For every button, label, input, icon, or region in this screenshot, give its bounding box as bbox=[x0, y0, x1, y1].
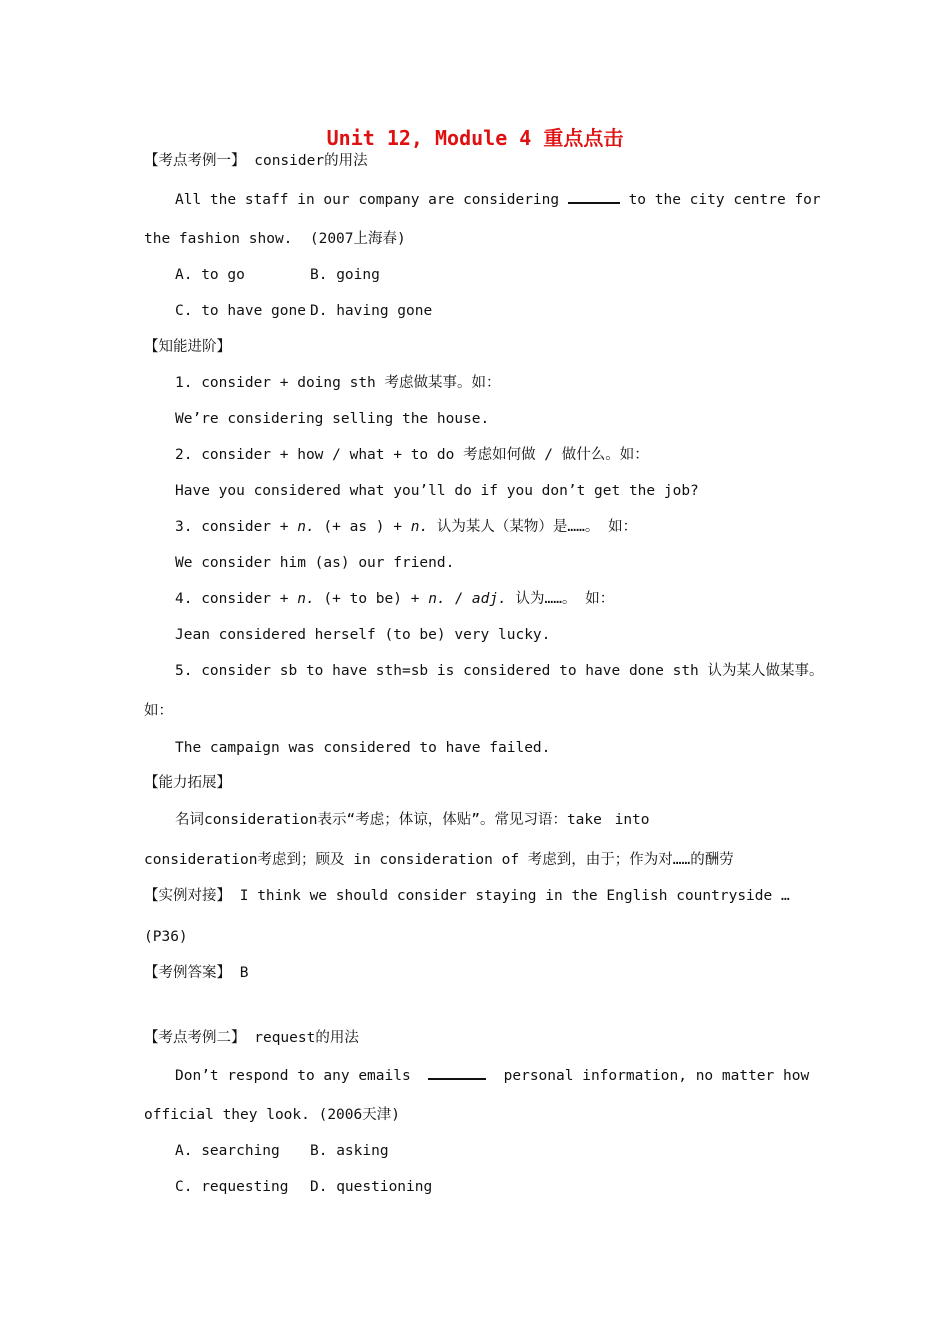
example-2: Have you considered what you’ll do if you don’t get the job? bbox=[175, 483, 699, 499]
question-text-part1: Don’t respond to any emails bbox=[175, 1068, 411, 1084]
section2-heading: 【考点考例二】 request的用法 bbox=[144, 1030, 359, 1046]
section1-option-d: D. having gone bbox=[310, 303, 433, 319]
rule-3-noun: n. bbox=[410, 519, 429, 535]
example-4: Jean considered herself (to be) very lucky. bbox=[175, 627, 551, 643]
rule-3 bbox=[175, 517, 637, 537]
example-line1: 【实例对接】 I think we should consider staying in the English countryside … bbox=[144, 888, 790, 904]
rule-4-text: (+ to be) + bbox=[314, 591, 429, 607]
section2-question-line2: official they look. (2006天津) bbox=[144, 1107, 400, 1123]
section1-heading: 【考点考例一】 consider的用法 bbox=[144, 153, 368, 169]
example-3: We consider him (as) our friend. bbox=[175, 555, 455, 571]
section2-option-d: D. questioning bbox=[310, 1179, 433, 1195]
extension-heading: 【能力拓展】 bbox=[144, 775, 231, 791]
section2-option-b: B. asking bbox=[310, 1143, 389, 1159]
rule-4-noun: n. bbox=[297, 591, 315, 607]
rule-4-text: 认为……。 如： bbox=[506, 591, 615, 607]
section1-question-line2: the fashion show. (2007上海春) bbox=[144, 231, 406, 247]
rule-3-text: 3. consider + bbox=[175, 519, 298, 535]
page-title: Unit 12, Module 4 重点点击 bbox=[326, 126, 624, 150]
extension-line1: 名词consideration表示“考虑；体谅，体贴”。常见习语：take into bbox=[175, 812, 650, 828]
example-1: We’re considering selling the house. bbox=[175, 411, 490, 427]
rule-4-text: / bbox=[445, 591, 472, 607]
rule-4-text: 4. consider + bbox=[175, 591, 298, 607]
answer-blank bbox=[428, 1064, 486, 1080]
section2-option-a: A. searching bbox=[175, 1143, 280, 1159]
section2-question-line1 bbox=[175, 1064, 809, 1086]
answer-1: 【考例答案】 B bbox=[144, 965, 249, 981]
question-text-part1: All the staff in our company are considering bbox=[175, 192, 560, 208]
rule-5: 5. consider sb to have sth=sb is considered to have done sth 认为某人做某事。 bbox=[175, 663, 824, 679]
rule-5-continued: 如： bbox=[144, 703, 173, 719]
section1-option-a: A. to go bbox=[175, 267, 245, 283]
section1-option-b: B. going bbox=[310, 267, 380, 283]
section2-option-c: C. requesting bbox=[175, 1179, 289, 1195]
rule-2: 2. consider + how / what + to do 考虑如何做 / 做什么。如： bbox=[175, 447, 649, 463]
rule-4-adj: adj. bbox=[471, 591, 507, 607]
answer-blank bbox=[568, 188, 620, 204]
section1-question-line1 bbox=[175, 188, 821, 210]
rule-4 bbox=[175, 589, 614, 609]
knowledge-heading: 【知能进阶】 bbox=[144, 339, 231, 355]
extension-line2: consideration考虑到；顾及 in consideration of 考虑到，由于；作为对……的酬劳 bbox=[144, 852, 734, 868]
rule-3-text: 认为某人（某物）是……。 如： bbox=[428, 519, 638, 535]
rule-3-text: (+ as ) + bbox=[314, 519, 411, 535]
rule-3-noun: n. bbox=[297, 519, 315, 535]
section1-option-c: C. to have gone bbox=[175, 303, 306, 319]
rule-4-noun: n. bbox=[428, 591, 446, 607]
example-5: The campaign was considered to have failed. bbox=[175, 740, 551, 756]
question-text-part2: to the city centre for bbox=[628, 192, 821, 208]
question-text-part2: personal information, no matter how bbox=[503, 1068, 810, 1084]
rule-1: 1. consider + doing sth 考虑做某事。如： bbox=[175, 375, 501, 391]
example-line2: (P36) bbox=[144, 929, 188, 945]
